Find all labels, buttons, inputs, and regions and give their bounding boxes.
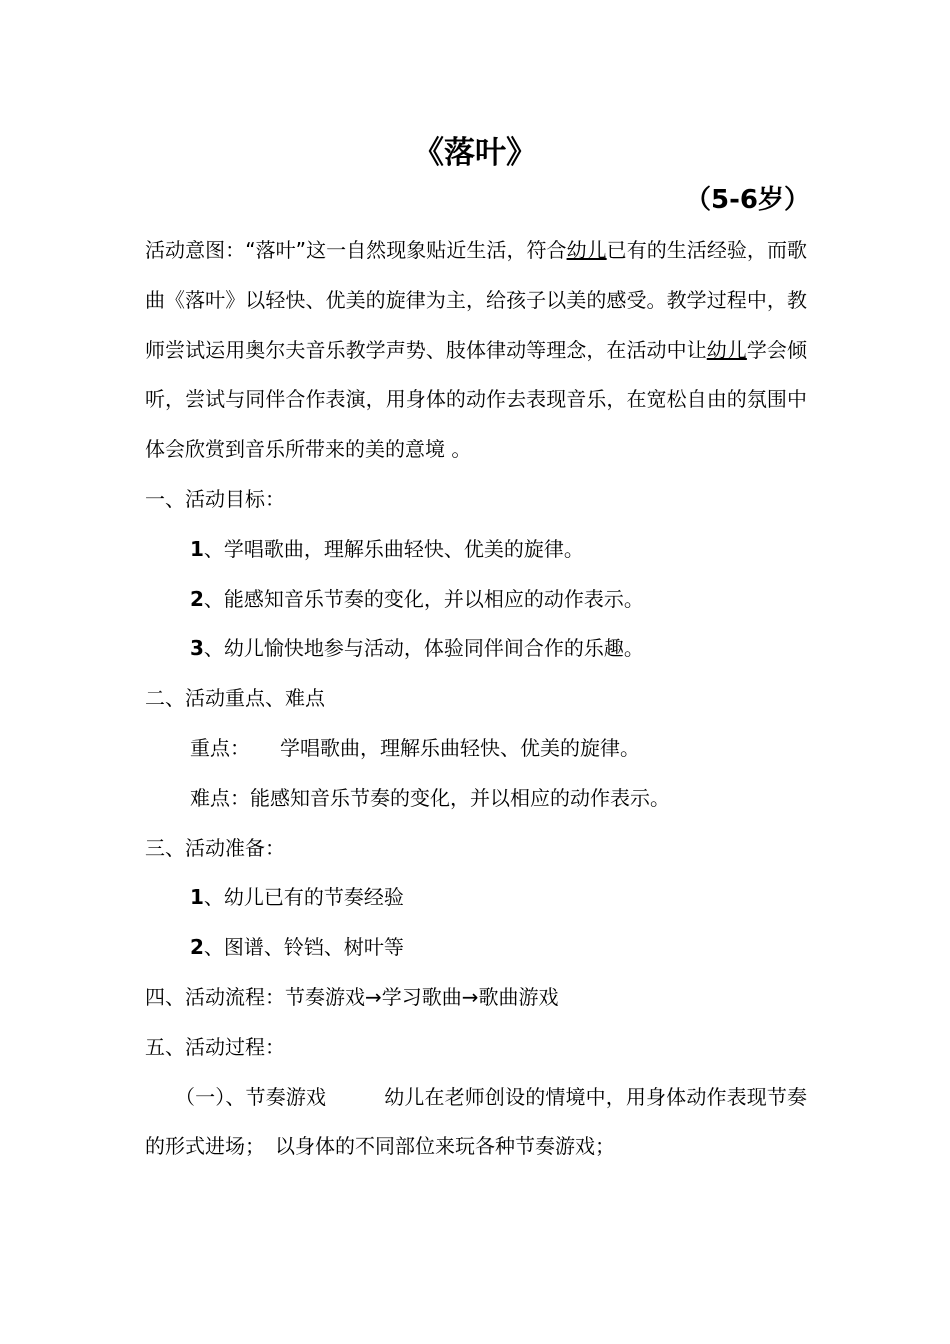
process-sub-label: （一）、节奏游戏 [175,1084,327,1109]
intent-text-1: 活动意图：“落叶”这一自然现象贴近生活，符合 [145,238,567,262]
intent-text-2: 已有的生活经验，而歌曲《落叶》以轻快、优美的旋律为主，给孩子以美的感受。教学过程中，教师尝试运用奥尔夫音乐教学声势、肢体律动等理念，在活动中让 [145,238,808,362]
goal-number: 1 [190,536,204,561]
process-sub-paragraph [145,1073,807,1173]
process-sub-text: 幼儿在老师创设的情境中，用身体动作表现节奏的形式进场； 以身体的不同部位来玩各种节奏游戏； [145,1084,808,1159]
goal-text: 、幼儿愉快地参与活动，体验同伴间合作的乐趣。 [203,636,644,661]
key-point-label: 重点： [190,735,250,760]
goal-text: 、学唱歌曲，理解乐曲轻快、优美的旋律。 [203,536,584,561]
preparation-text: 、幼儿已有的节奏经验 [203,885,404,910]
key-points-heading: 二、活动重点、难点 [145,686,325,711]
process-heading: 五、活动过程： [145,1034,285,1059]
preparation-text: 、图谱、铃铛、树叶等 [203,935,404,960]
preparation-item [145,873,807,923]
goal-item [145,575,807,625]
activity-intent-paragraph [145,226,807,475]
preparation-number: 2 [190,935,204,960]
goals-heading: 一、活动目标： [145,486,285,511]
goal-text: 、能感知音乐节奏的变化，并以相应的动作表示。 [203,586,644,611]
intent-underlined-term-1: 幼儿 [566,238,607,262]
intent-underlined-term-2: 幼儿 [706,337,747,362]
goal-number: 2 [190,586,204,611]
document-title: 《落叶》 [413,135,537,171]
activity-flow-line: 四、活动流程：节奏游戏→学习歌曲→歌曲游戏 [145,984,559,1009]
goal-number: 3 [190,636,204,661]
goal-item [145,525,807,575]
goal-item [145,624,807,674]
age-range: （5-6岁） [685,185,810,215]
preparation-number: 1 [190,885,204,910]
key-point-line [145,724,807,774]
document-body [145,226,807,1172]
intent-text-3: 学会倾听，尝试与同伴合作表演，用身体的动作去表现音乐，在宽松自由的氛围中体会欣赏到音乐所带来的美的意境 。 [145,337,807,462]
difficulty-line: 难点：能感知音乐节奏的变化，并以相应的动作表示。 [190,785,670,810]
preparation-item [145,923,807,973]
key-point-text: 学唱歌曲，理解乐曲轻快、优美的旋律。 [280,735,640,760]
preparation-heading: 三、活动准备： [145,835,285,860]
